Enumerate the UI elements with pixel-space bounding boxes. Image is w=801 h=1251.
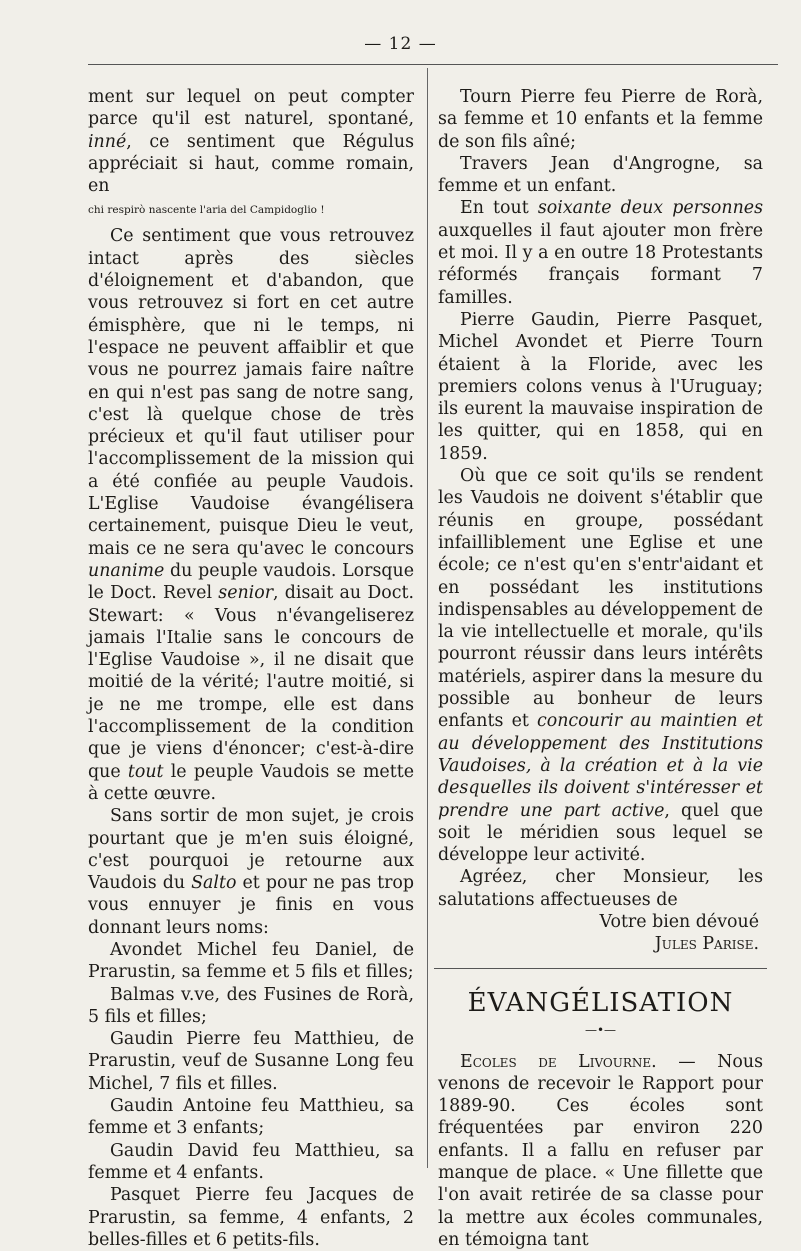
name-entry: Balmas v.ve, des Fusines de Rorà, 5 fils et filles;: [88, 984, 414, 1027]
paragraph: Sans sortir de mon sujet, je crois pourtant que je m'en suis éloigné, c'est pourquoi je retourne aux Vaudois du Salto et pour ne pas trop vous ennuyer je finis en vous donnant leurs noms:: [88, 806, 415, 938]
paragraph: Où que ce soit qu'ils se rendent les Vaudois ne doivent s'établir que réunis en groupe, possédant infailliblement une Eglise et une école; ce n'est qu'en s'entr'aidant et en possédant les institutions indispensables au développement de la vie intellectuelle et morale, qu'ils pourront réussir dans leurs intérêts matériels, aspirer dans la mesure du possible au bonheur de leurs enfants et concourir au maintien et au développement des Institutions Vaudoises, à la création et à la vie desquelles ils doivent s'intéresser et prendre une part active, quel que soit le méridien sous lequel se développe leur activité.: [438, 466, 764, 866]
section-title: ÉVANGÉLISATION: [467, 987, 734, 1018]
header-rule: [88, 64, 778, 65]
right-column: [438, 86, 763, 1251]
paragraph: Ecoles de Livourne. — Nous venons de recevoir le Rapport pour 1889-90. Ces écoles sont fréquentées par environ 220 enfants. Il a fallu en refuser par manque de place. « Une fillette que l'on avait retirée de sa classe pour la mettre aux écoles communales, en témoigna tant: [438, 1051, 764, 1250]
name-entry: Gaudin David feu Matthieu, sa femme et 4 enfants.: [88, 1140, 414, 1183]
left-column: [88, 86, 414, 1251]
name-entry: Travers Jean d'Angrogne, sa femme et un enfant.: [438, 153, 763, 197]
name-entry: Pasquet Pierre feu Jacques de Prarustin, sa femme, 4 enfants, 2 belles-filles et 6 petits-fils.: [88, 1185, 414, 1250]
paragraph: Ce sentiment que vous retrouvez intact après des siècles d'éloignement et d'abandon, que vous retrouvez si fort en cet autre émisphère, que ni le temps, ni l'espace ne peuvent affaiblir et que vous ne pourrez jamais faire naître en qui n'est pas sang de notre sang, c'est là quelque chose de très précieux et qu'il faut utiliser pour l'accomplissement de la mission qui a été confiée au peuple Vaudois. L'Eglise Vaudoise évangélisera certainement, puisque Dieu le veut, mais ce ne sera qu'avec le concours unanime du peuple vaudois. Lorsque le Doct. Revel senior, disait au Doct. Stewart: « Vous n'évangeliserez jamais l'Italie sans le concours de l'Eglise Vaudoise », il ne disait que moitié de la vérité; l'autre moitié, si je ne me trompe, elle est dans l'accomplissement de la condition que je viens d'énoncer; c'est-à-dire que tout le peuple Vaudois se mette à cette œuvre.: [88, 226, 415, 804]
page-number: — 12 —: [364, 34, 437, 54]
closing-line: Agréez, cher Monsieur, les salutations affectueuses de: [438, 867, 763, 910]
paragraph: ment sur lequel on peut compter parce qu'il est naturel, spontané, inné, ce sentiment que Régulus appréciait si haut, comme romain, en: [88, 87, 414, 197]
section-rule: [434, 968, 767, 969]
name-entry: Avondet Michel feu Daniel, de Prarustin, sa femme et 5 fils et filles;: [88, 939, 414, 983]
paragraph: En tout soixante deux personnes auxquelles il faut ajouter mon frère et moi. Il y a en outre 18 Protestants réformés français formant 7 familles.: [438, 198, 763, 308]
name-entry: Gaudin Antoine feu Matthieu, sa femme et 3 enfants;: [88, 1096, 414, 1139]
column-divider: [427, 68, 428, 1168]
lead-label: Ecoles de Livourne.: [460, 1051, 657, 1072]
name-entry: Tourn Pierre feu Pierre de Rorà, sa femme et 10 enfants et la femme de son fils aîné;: [438, 87, 763, 152]
name-entry: Gaudin Pierre feu Matthieu, de Prarustin, veuf de Susanne Long feu Michel, 7 fils et filles.: [88, 1029, 414, 1094]
italian-quote: chi respirò nascente l'aria del Campidoglio !: [88, 204, 325, 217]
signature: Jules Parise.: [654, 934, 759, 955]
ornament: —•—: [584, 1022, 617, 1037]
signoff: Votre bien dévoué: [599, 911, 759, 932]
paragraph: Pierre Gaudin, Pierre Pasquet, Michel Avondet et Pierre Tourn étaient à la Floride, avec les premiers colons venus à l'Uruguay; ils eurent la mauvaise inspiration de les quitter, qui en 1858, qui en 1859.: [438, 309, 763, 464]
